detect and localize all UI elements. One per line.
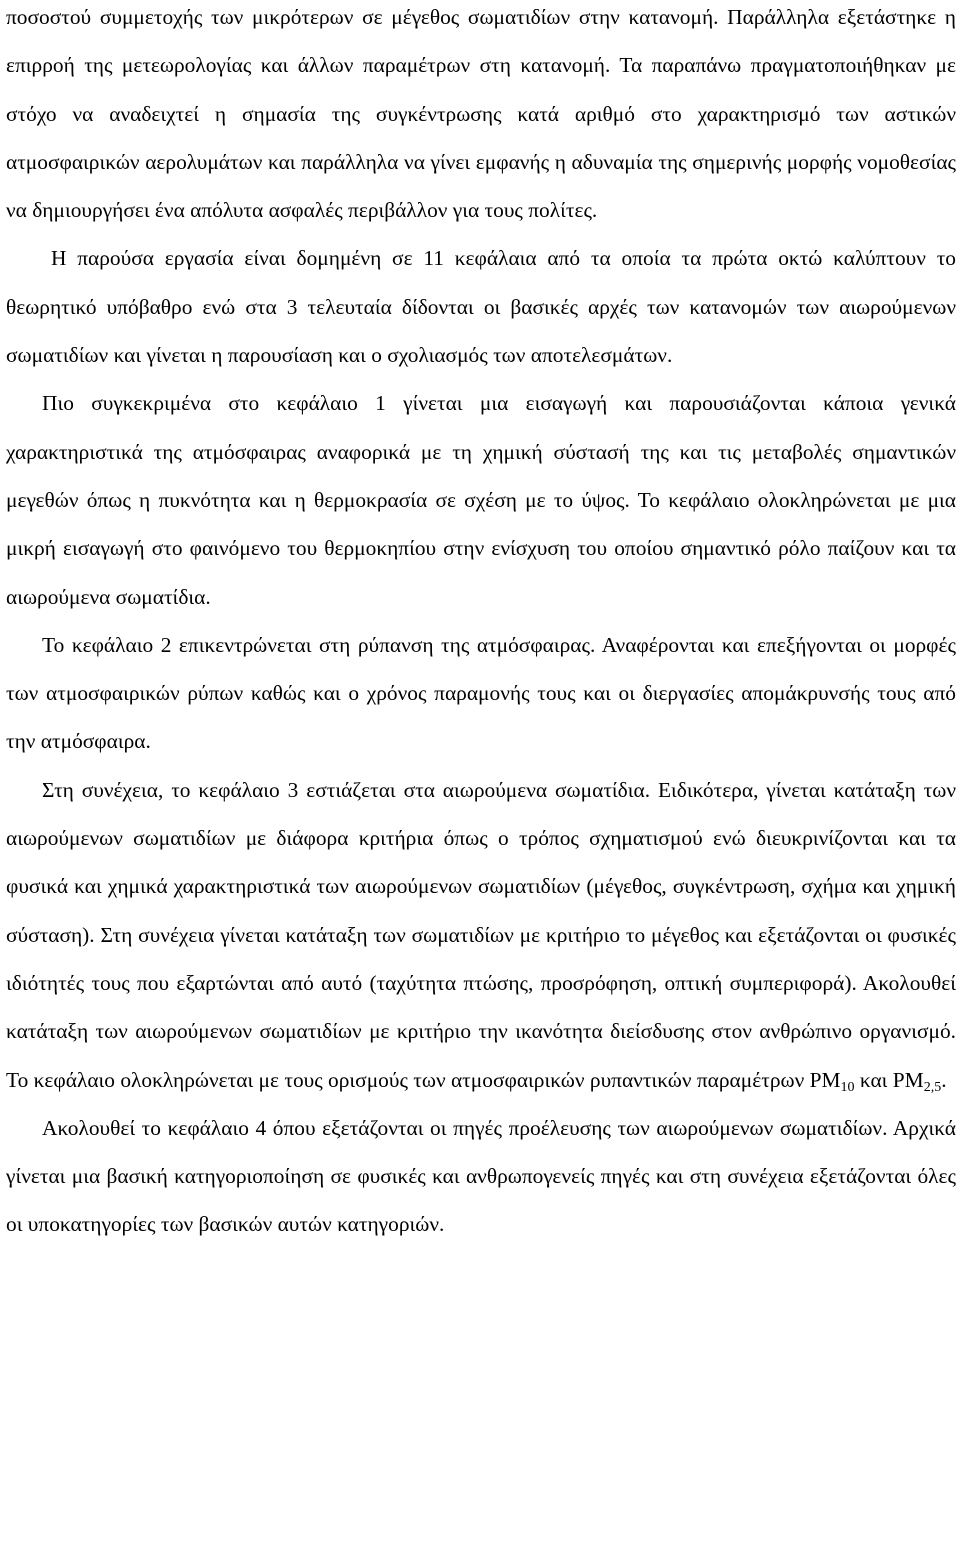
pm10-subscript: 10 [840, 1079, 855, 1095]
paragraph-chapter-4: Ακολουθεί το κεφάλαιο 4 όπου εξετάζονται οι πηγές προέλευσης των αιωρούμενων σωματιδίων. Αρχικά γίνεται μια βασική κατηγοριοποίηση σε φυσικές και ανθρωπογενείς πηγές και στη συνέχεια εξετάζονται όλες οι υποκατηγορίες των βασικών αυτών κατηγοριών. [6, 1115, 956, 1237]
paragraph-chapter-3 [6, 766, 956, 1104]
pm10-label: PM [809, 1067, 841, 1092]
pm25-subscript: 2,5 [923, 1079, 942, 1095]
paragraph-structure: Η παρούσα εργασία είναι δομημένη σε 11 κεφάλαια από τα οποία τα πρώτα οκτώ καλύπτουν το θεωρητικό υπόβαθρο ενώ στα 3 τελευταία δίδονται οι βασικές αρχές των κατανομών των αιωρούμενων σωματιδίων και γίνεται η παρουσίαση και ο σχολιασμός των αποτελεσμάτων. [6, 246, 956, 368]
document-page [6, 0, 956, 1249]
paragraph-intro: ποσοστού συμμετοχής των μικρότερων σε μέγεθος σωματιδίων στην κατανομή. Παράλληλα εξετάστηκε η επιρροή της μετεωρολογίας και άλλων παραμέτρων στη κατανομή. Τα παραπάνω πραγματοποιήθηκαν με στόχο να αναδειχτεί η σημασία της συγκέντρωσης κατά αριθμό στο χαρακτηρισμό των αστικών ατμοσφαιρικών αερολυμάτων και παράλληλα να γίνει εμφανής η αδυναμία της σημερινής μορφής νομοθεσίας να δημιουργήσει ένα απόλυτα ασφαλές περιβάλλον για τους πολίτες. [6, 5, 956, 223]
paragraph-chapter-1: Πιο συγκεκριμένα στο κεφάλαιο 1 γίνεται μια εισαγωγή και παρουσιάζονται κάποια γενικά χαρακτηριστικά της ατμόσφαιρας αναφορικά με τη χημική σύστασή της και τις μεταβολές σημαντικών μεγεθών όπως η πυκνότητα και η θερμοκρασία σε σχέση με το ύψος. Το κεφάλαιο ολοκληρώνεται με μια μικρή εισαγωγή στο φαινόμενο του θερμοκηπίου στην ενίσχυση του οποίου σημαντικό ρόλο παίζουν και τα αιωρούμενα σωματίδια. [6, 391, 956, 609]
paragraph-chapter-2: Το κεφάλαιο 2 επικεντρώνεται στη ρύπανση της ατμόσφαιρας. Αναφέρονται και επεξήγονται οι μορφές των ατμοσφαιρικών ρύπων καθώς και ο χρόνος παραμονής τους και οι διεργασίες απομάκρυνσής τους από την ατμόσφαιρα. [6, 632, 956, 754]
pm25-label: PM [892, 1067, 924, 1092]
sentence-end: . [941, 1067, 947, 1092]
conjunction-text: και [854, 1067, 893, 1092]
paragraph-chapter-3-text: Στη συνέχεια, το κεφάλαιο 3 εστιάζεται στα αιωρούμενα σωματίδια. Ειδικότερα, γίνεται κατάταξη των αιωρούμενων σωματιδίων με διάφορα κριτήρια όπως ο τρόπος σχηματισμού ενώ διευκρινίζονται και τα φυσικά και χημικά χαρακτηριστικά των αιωρούμενων σωματιδίων (μέγεθος, συγκέντρωση, σχήμα και χημική σύσταση). Στη συνέχεια γίνεται κατάταξη των σωματιδίων με κριτήριο το μέγεθος και εξετάζονται οι φυσικές ιδιότητές τους που εξαρτώνται από αυτό (ταχύτητα πτώσης, προσρόφηση, οπτική συμπεριφορά). Ακολουθεί κατάταξη των αιωρούμενων σωματιδίων με κριτήριο την ικανότητα διείσδυσης στον ανθρώπινο οργανισμό. Το κεφάλαιο ολοκληρώνεται με τους ορισμούς των ατμοσφαιρικών ρυπαντικών παραμέτρων [6, 777, 956, 1092]
